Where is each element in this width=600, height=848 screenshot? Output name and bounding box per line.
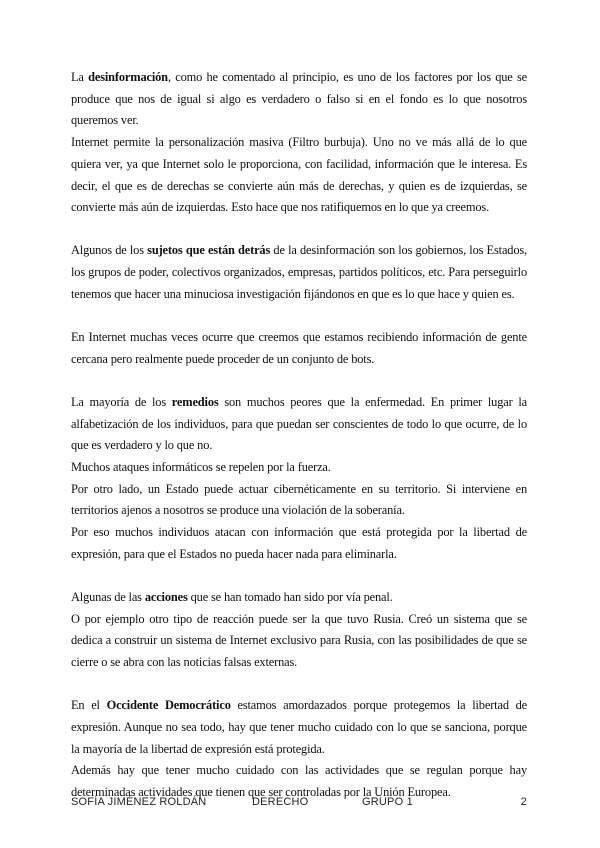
paragraph-gap xyxy=(71,674,527,696)
bold-term: acciones xyxy=(144,590,188,605)
paragraph-gap xyxy=(71,219,527,241)
paragraph-gap xyxy=(71,566,527,588)
paragraph-union-europea: Además hay que tener mucho cuidado con las actividades que se regulan porque hay determinadas actividades que tienen que ser controladas por la Unión Europea. xyxy=(71,763,527,800)
paragraph-gap xyxy=(71,306,527,328)
paragraph-remedios: La mayoría de los remedios son muchos peores que la enfermedad. En primer lugar la alfabetización de los individuos, para que puedan ser conscientes de todo lo que ocurre, de lo que es verdadero y lo que no. xyxy=(71,394,527,453)
footer-author: SOFÍA JIMÉNEZ ROLDÁN xyxy=(71,796,207,808)
bold-term: remedios xyxy=(171,394,219,409)
paragraph-occidente: En el Occidente Democrático estamos amordazados porque protegemos la libertad de expresión. Aunque no sea todo, hay que tener mucho cuidado con lo que se sanciona, porque la mayoría de la libertad de expresión está protegida. xyxy=(71,698,527,756)
paragraph-rusia: O por ejemplo otro tipo de reacción puede ser la que tuvo Rusia. Creó un sistema que se dedica a construir un sistema de Internet exclusivo para Rusia, con las posibilidades de que se cierre o se abra con las noticias falsas externas. xyxy=(71,611,527,670)
paragraph-desinformacion: La desinformación, como he comentado al principio, es uno de los factores por los que se produce que nos de igual si algo es verdadero o falso si en el fondo es lo que nosotros queremos ver. xyxy=(71,70,527,128)
paragraph-gap xyxy=(71,370,527,392)
paragraph-ataques: Muchos ataques informáticos se repelen por la fuerza. xyxy=(71,460,331,475)
bold-term: Occidente Democrático xyxy=(106,698,231,713)
paragraph-internet: Internet permite la personalización masiva (Filtro burbuja). Uno no ve más allá de lo que quiera ver, ya que Internet solo le proporciona, con facilidad, información que le interesa. Es decir, el que es de derechas se convierte aún más de derechas, y quien es de izquierdas, se convierte más aún de izquierdas. Esto hace que nos ratifiquemos en lo que ya creemos. xyxy=(71,135,527,215)
paragraph-bots: En Internet muchas veces ocurre que creemos que estamos recibiendo información de gente cercana pero realmente puede proceder de un conjunto de bots. xyxy=(71,330,527,366)
footer-page-number: 2 xyxy=(520,796,527,808)
page-footer xyxy=(71,796,527,812)
paragraph-libertad: Por eso muchos individuos atacan con información que está protegida por la libertad de expresión, para que el Estados no pueda hacer nada para eliminarla. xyxy=(71,525,527,561)
document-body xyxy=(71,67,527,804)
paragraph-sujetos: Algunos de los sujetos que están detrás de la desinformación son los gobiernos, los Estados, los grupos de poder, colectivos organizados, empresas, partidos políticos, etc. Para perseguirlo tenemos que hacer una minuciosa investigación fijándonos en que es lo que hace y quien es. xyxy=(71,243,527,301)
bold-term: sujetos que están detrás xyxy=(147,243,271,258)
bold-term: desinformación xyxy=(88,70,168,84)
paragraph-estado: Por otro lado, un Estado puede actuar cibernéticamente en su territorio. Si interviene en territorios ajenos a nosotros se produce una violación de la soberanía. xyxy=(71,481,527,518)
paragraph-acciones: Algunas de las acciones que se han tomado han sido por vía penal. xyxy=(71,590,393,605)
footer-subject: DERECHO xyxy=(252,796,309,808)
footer-group: GRUPO 1 xyxy=(362,796,413,808)
